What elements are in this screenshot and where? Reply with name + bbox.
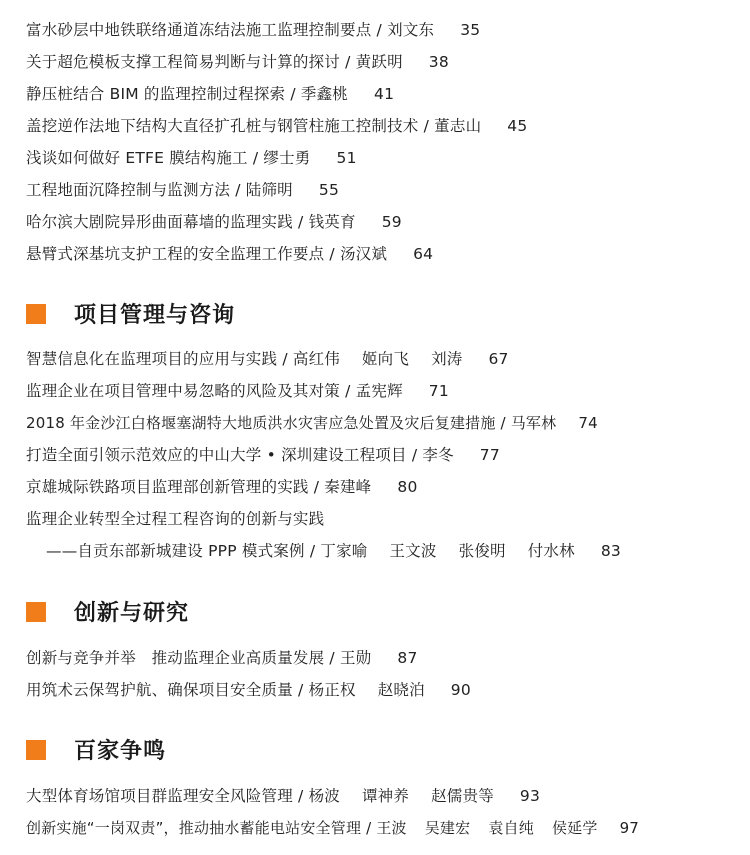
toc-entry: [26, 506, 750, 532]
toc-entry: [26, 783, 750, 809]
entry-page: 93: [519, 787, 541, 805]
section-heading: [26, 298, 235, 332]
entry-page: 41: [374, 85, 395, 103]
entry-title: ——自贡东部新城建设 PPP 模式案例 / 丁家喻: [46, 542, 368, 560]
entry-title: 富水砂层中地铁联络通道冻结法施工监理控制要点 / 刘文东: [26, 21, 435, 39]
entry-title: 监理企业转型全过程工程咨询的创新与实践: [26, 510, 325, 528]
entry-coauthor: 刘涛: [431, 350, 463, 368]
entry-coauthor: 张俊明: [458, 542, 506, 560]
toc-entry: [26, 346, 750, 372]
entry-title: 盖挖逆作法地下结构大直径扩孔桩与钢管柱施工控制技术 / 董志山: [26, 117, 482, 135]
entry-page: 87: [397, 649, 418, 667]
entry-coauthor: 谭神养: [361, 787, 410, 805]
toc-entry: [26, 145, 750, 171]
section-title: 项目管理与咨询: [74, 302, 236, 328]
section-marker-icon: [26, 304, 46, 324]
entry-page: 97: [619, 819, 640, 837]
entry-coauthor: 吴建宏: [424, 819, 471, 837]
toc-entry: [26, 177, 750, 203]
toc-entry: [26, 81, 750, 107]
entry-page: 80: [397, 478, 418, 496]
entry-page: 51: [336, 149, 357, 167]
entry-title: 工程地面沉降控制与监测方法 / 陆筛明: [26, 181, 293, 199]
entry-page: 35: [460, 21, 481, 39]
entry-coauthor: 赵儒贵等: [431, 787, 494, 805]
entry-page: 74: [578, 414, 598, 432]
entry-coauthor: 赵晓泊: [377, 681, 425, 699]
entry-title: 创新与竞争并举 推动监理企业高质量发展 / 王勋: [26, 649, 372, 667]
entry-page: 64: [413, 245, 434, 263]
entry-page: 55: [318, 181, 340, 199]
entry-page: 67: [488, 350, 509, 368]
entry-title: 用筑术云保驾护航、确保项目安全质量 / 杨正权: [26, 681, 356, 699]
toc-entry: [26, 442, 750, 468]
entry-page: 38: [428, 53, 449, 71]
entry-page: 45: [507, 117, 528, 135]
entry-title: 静压桩结合 BIM 的监理控制过程探索 / 季鑫桃: [26, 85, 349, 103]
section-marker-icon: [26, 740, 46, 760]
entry-coauthor: 侯延学: [551, 819, 598, 837]
entry-page: 90: [450, 681, 471, 699]
toc-entry: [26, 49, 750, 75]
section-title: 百家争鸣: [74, 738, 167, 764]
entry-title: 哈尔滨大剧院异形曲面幕墙的监理实践 / 钱英育: [26, 213, 356, 231]
toc-entry: [26, 645, 750, 671]
toc-entry: [26, 17, 750, 43]
toc-entry: [26, 113, 750, 139]
toc-entry: [26, 241, 750, 267]
entry-title: 智慧信息化在监理项目的应用与实践 / 高红伟: [26, 350, 340, 368]
section-marker-icon: [26, 602, 46, 622]
toc-entry: [26, 474, 750, 500]
toc-entry: [46, 538, 750, 564]
section-title: 创新与研究: [74, 600, 190, 626]
entry-coauthor: 王文波: [389, 542, 437, 560]
section-heading: [26, 734, 166, 768]
entry-title: 关于超危模板支撑工程简易判断与计算的探讨 / 黄跃明: [26, 53, 403, 71]
entry-title: 京雄城际铁路项目监理部创新管理的实践 / 秦建峰: [26, 478, 372, 496]
entry-coauthor: 付水林: [527, 542, 575, 560]
entry-coauthor: 姬向飞: [361, 350, 410, 368]
entry-title: 大型体育场馆项目群监理安全风险管理 / 杨波: [26, 787, 340, 805]
entry-page: 83: [600, 542, 621, 560]
entry-title: 2018 年金沙江白格堰塞湖特大地质洪水灾害应急处置及灾后复建措施 / 马军林: [26, 414, 557, 432]
entry-title: 创新实施“一岗双责”，推动抽水蓄能电站安全管理 / 王波: [26, 819, 407, 837]
section-heading: [26, 596, 189, 630]
entry-title: 浅谈如何做好 ETFE 膜结构施工 / 缪士勇: [26, 149, 311, 167]
entry-title: 悬臂式深基坑支护工程的安全监理工作要点 / 汤汉斌: [26, 245, 388, 263]
entry-title: 打造全面引领示范效应的中山大学 • 深圳建设工程项目 / 李冬: [26, 446, 454, 464]
toc-entry: [26, 410, 750, 436]
toc-entry: [26, 378, 750, 404]
entry-page: 59: [381, 213, 402, 231]
toc-entry: [26, 677, 750, 703]
entry-page: 77: [479, 446, 500, 464]
entry-coauthor: 袁自纯: [488, 819, 534, 837]
toc-entry: [26, 815, 750, 841]
toc-entry: [26, 209, 750, 235]
entry-title: 监理企业在项目管理中易忽略的风险及其对策 / 孟宪辉: [26, 382, 403, 400]
entry-page: 71: [428, 382, 449, 400]
